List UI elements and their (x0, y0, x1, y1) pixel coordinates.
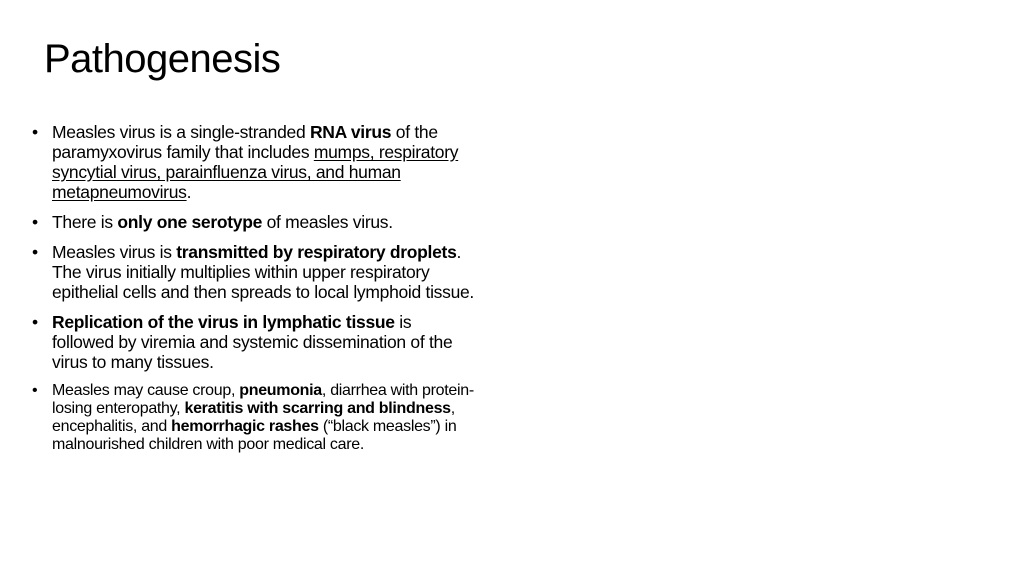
bullet-item-transmission (28, 242, 474, 302)
bullet-text: Measles may cause croup, pneumonia, diarrhea with protein-losing enteropathy, keratitis with scarring and blindness, encephalitis, and hemorrhagic rashes (“black measles”) in malnourished children with poor medical care. (52, 382, 474, 453)
slide-title: Pathogenesis (44, 37, 281, 81)
bullet-item-rna-virus (28, 122, 474, 202)
bullet-icon: • (32, 212, 38, 232)
bullet-icon: • (32, 312, 38, 332)
bullet-icon: • (32, 242, 38, 262)
bullet-icon: • (32, 382, 38, 399)
bullet-text: Measles virus is transmitted by respiratory droplets. The virus initially multiplies within upper respiratory epithelial cells and then spreads to local lymphoid tissue. (52, 242, 474, 302)
bullet-item-complications (28, 382, 474, 454)
bullet-icon: • (32, 122, 38, 142)
bullet-text: There is only one serotype of measles virus. (52, 212, 393, 232)
bullet-item-serotype (28, 212, 474, 232)
bullet-item-replication (28, 312, 474, 372)
bullet-text: Replication of the virus in lymphatic tissue is followed by viremia and systemic dissemination of the virus to many tissues. (52, 312, 453, 372)
bullet-text: Measles virus is a single-stranded RNA virus of the paramyxovirus family that includes mumps, respiratory syncytial virus, parainfluenza virus, and human metapneumovirus. (52, 122, 459, 202)
bullet-list (28, 122, 474, 464)
